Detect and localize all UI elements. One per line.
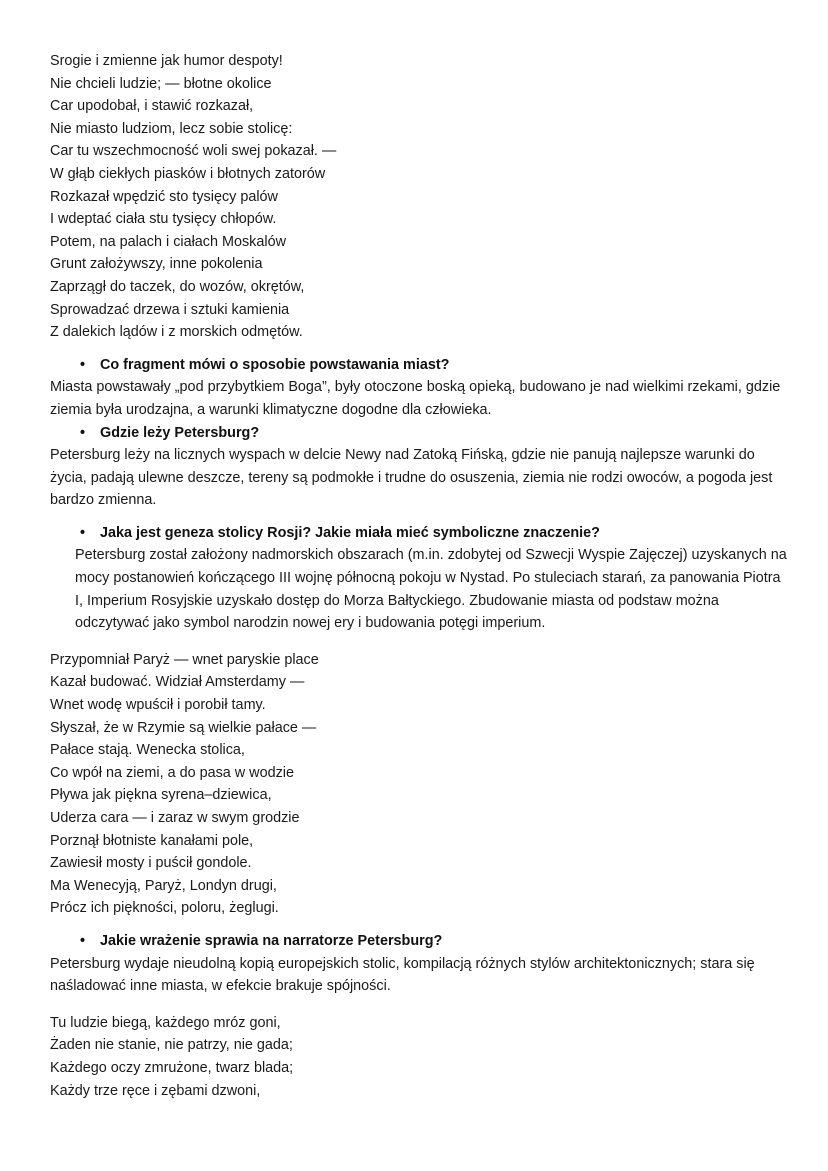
poem-line: Pływa jak piękna syrena–dziewica, bbox=[50, 787, 272, 804]
poem-line: Co wpół na ziemi, a do pasa w wodzie bbox=[50, 764, 294, 781]
question-text: Co fragment mówi o sposobie powstawania miast? bbox=[100, 356, 450, 373]
poem-line: Każdy trze ręce i zębami dzwoni, bbox=[50, 1082, 261, 1099]
poem-line: Nie chcieli ludzie; — błotne okolice bbox=[50, 75, 272, 92]
poem-line: Kazał budować. Widział Amsterdamy — bbox=[50, 674, 305, 691]
bullet-icon: • bbox=[80, 932, 86, 949]
poem-line: Tu ludzie biegą, każdego mróz goni, bbox=[50, 1014, 281, 1031]
poem-line: Przypomniał Paryż — wnet paryskie place bbox=[50, 651, 319, 668]
answer-text: Petersburg wydaje nieudolną kopią europejskich stolic, kompilacją różnych stylów architektonicznych; stara się naśladować inne miasta, w efekcie brakuje spójności. bbox=[50, 955, 755, 995]
poem-line: Zaprzągł do taczek, do wozów, okrętów, bbox=[50, 278, 305, 295]
poem-line: Srogie i zmienne jak humor despoty! bbox=[50, 53, 283, 69]
poem-line: Zawiesił mosty i puścił gondole. bbox=[50, 855, 252, 872]
poem-line: W głąb ciekłych piasków i błotnych zatorów bbox=[50, 165, 326, 182]
poem-line: Nie miasto ludziom, lecz sobie stolicę: bbox=[50, 120, 293, 137]
poem-line: Żaden nie stanie, nie patrzy, nie gada; bbox=[50, 1037, 293, 1054]
question-text: Jakie wrażenie sprawia na narratorze Petersburg? bbox=[100, 932, 443, 949]
poem-line: Słyszał, że w Rzymie są wielkie pałace — bbox=[50, 719, 317, 736]
answer-text: Petersburg leży na licznych wyspach w delcie Newy nad Zatoką Fińską, gdzie nie panują najlepsze warunki do życia, padają ulewne deszcze, tereny są podmokłe i trudne do osuszenia, ziemia nie rodzi owoców, a pogoda jest bardzo zmienna. bbox=[50, 447, 773, 509]
poem-line: Rozkazał wpędzić sto tysięcy palów bbox=[50, 188, 278, 205]
question-text: Jaka jest geneza stolicy Rosji? Jakie miała mieć symboliczne znaczenie? bbox=[100, 524, 600, 541]
poem-line: Sprowadzać drzewa i sztuki kamienia bbox=[50, 301, 290, 318]
bullet-icon: • bbox=[80, 524, 86, 541]
poem-line: Uderza cara — i zaraz w swym grodzie bbox=[50, 810, 300, 826]
answer-text: Miasta powstawały „pod przybytkiem Boga”, były otoczone boską opieką, budowano je nad wielkimi rzekami, gdzie ziemia była urodzajna, a warunki klimatyczne dogodne dla człowieka. bbox=[50, 379, 781, 418]
poem-line: Wnet wodę wpuścił i porobił tamy. bbox=[50, 697, 266, 714]
question-block-4 bbox=[50, 930, 790, 998]
poem-line: Porznął błotniste kanałami pole, bbox=[50, 832, 254, 849]
question-block-2 bbox=[50, 422, 790, 512]
poem-line: Z dalekich lądów i z morskich odmętów. bbox=[50, 324, 303, 341]
question-heading bbox=[50, 522, 790, 545]
question-text: Gdzie leży Petersburg? bbox=[100, 424, 260, 441]
poem-line: Car upodobał, i stawić rozkazał, bbox=[50, 98, 254, 115]
document-page bbox=[50, 50, 790, 1102]
question-block-1 bbox=[50, 354, 790, 422]
question-heading bbox=[50, 354, 790, 377]
poem-line: I wdeptać ciała stu tysięcy chłopów. bbox=[50, 211, 277, 228]
poem-line: Car tu wszechmocność woli swej pokazał. — bbox=[50, 143, 337, 160]
poem-line: Prócz ich piękności, poloru, żeglugi. bbox=[50, 900, 279, 917]
question-heading bbox=[50, 422, 790, 445]
poem-line: Każdego oczy zmrużone, twarz blada; bbox=[50, 1059, 294, 1076]
poem-line: Potem, na palach i ciałach Moskalów bbox=[50, 233, 286, 250]
poem-line: Pałace stają. Wenecka stolica, bbox=[50, 742, 245, 759]
answer-text: Petersburg został założony nadmorskich obszarach (m.in. zdobytej od Szwecji Wyspie Zajęczej) uzyskanych na mocy postanowień kończącego III wojnę północną pokoju w Nystad. Po stuleciach starań, za panowania Piotra I, Imperium Rosyjskie uzyskało dostęp do Morza Bałtyckiego. Zbudowanie miasta od podstaw można odczytywać jako symbol narodzin nowej ery i budowania potęgi imperium. bbox=[75, 547, 787, 632]
bullet-icon: • bbox=[80, 356, 86, 373]
poem-fragment-2 bbox=[50, 649, 790, 920]
question-block-3 bbox=[50, 522, 790, 635]
poem-line: Grunt założywszy, inne pokolenia bbox=[50, 256, 263, 273]
poem-line: Ma Wenecyją, Paryż, Londyn drugi, bbox=[50, 877, 277, 894]
poem-fragment-3 bbox=[50, 1012, 790, 1102]
poem-fragment-1 bbox=[50, 50, 790, 344]
bullet-icon: • bbox=[80, 424, 86, 441]
question-heading bbox=[50, 930, 790, 953]
